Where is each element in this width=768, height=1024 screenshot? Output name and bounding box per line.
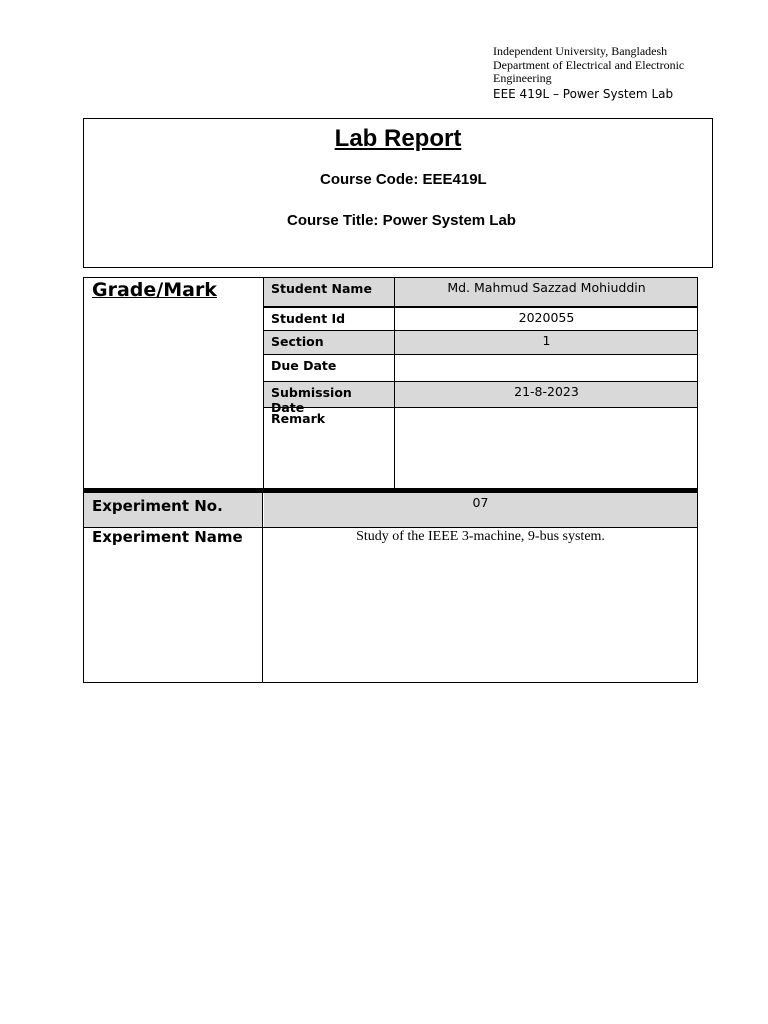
department-line-2: Engineering — [493, 71, 552, 85]
table-row-section — [264, 331, 697, 355]
document-header — [493, 45, 753, 101]
course-title: Course Title: Power System Lab — [287, 212, 516, 229]
university-name: Independent University, Bangladesh — [493, 44, 668, 58]
student-name-value: Md. Mahmud Sazzad Mohiuddin — [447, 280, 646, 295]
course-code: Course Code: EEE419L — [320, 171, 487, 188]
grade-cell — [84, 278, 264, 489]
experiment-no-label: Experiment No. — [84, 493, 263, 527]
table-row-due-date — [264, 355, 697, 382]
row-label: Student Name — [264, 278, 395, 306]
experiment-name-value: Study of the IEEE 3-machine, 9-bus system. — [356, 529, 605, 544]
report-title: Lab Report — [334, 125, 462, 152]
table-row-student-id — [264, 307, 697, 331]
due-date-value — [396, 355, 697, 381]
experiment-no-value: 07 — [264, 493, 697, 527]
experiment-no-row — [84, 493, 697, 528]
experiment-name-label: Experiment Name — [84, 528, 263, 682]
row-label: Student Id — [264, 308, 395, 330]
course-line: EEE 419L – Power System Lab — [493, 86, 674, 101]
row-label: Remark — [264, 408, 395, 488]
experiment-name-row — [84, 528, 697, 682]
table-row-submission-date — [264, 382, 697, 415]
table-row-student-name — [264, 278, 697, 307]
student-id-value: 2020055 — [518, 310, 575, 325]
department-line-1: Department of Electrical and Electronic — [493, 57, 685, 72]
row-label: Due Date — [264, 355, 395, 381]
remark-value — [396, 408, 697, 488]
info-table — [83, 277, 698, 683]
section-value: 1 — [542, 333, 551, 348]
row-label: Section — [264, 331, 395, 354]
title-box — [83, 118, 713, 268]
submission-date-value: 21-8-2023 — [514, 384, 579, 399]
table-row-remark — [264, 408, 697, 488]
row-label: Submission Date — [264, 382, 395, 407]
grade-label: Grade/Mark — [92, 279, 217, 301]
